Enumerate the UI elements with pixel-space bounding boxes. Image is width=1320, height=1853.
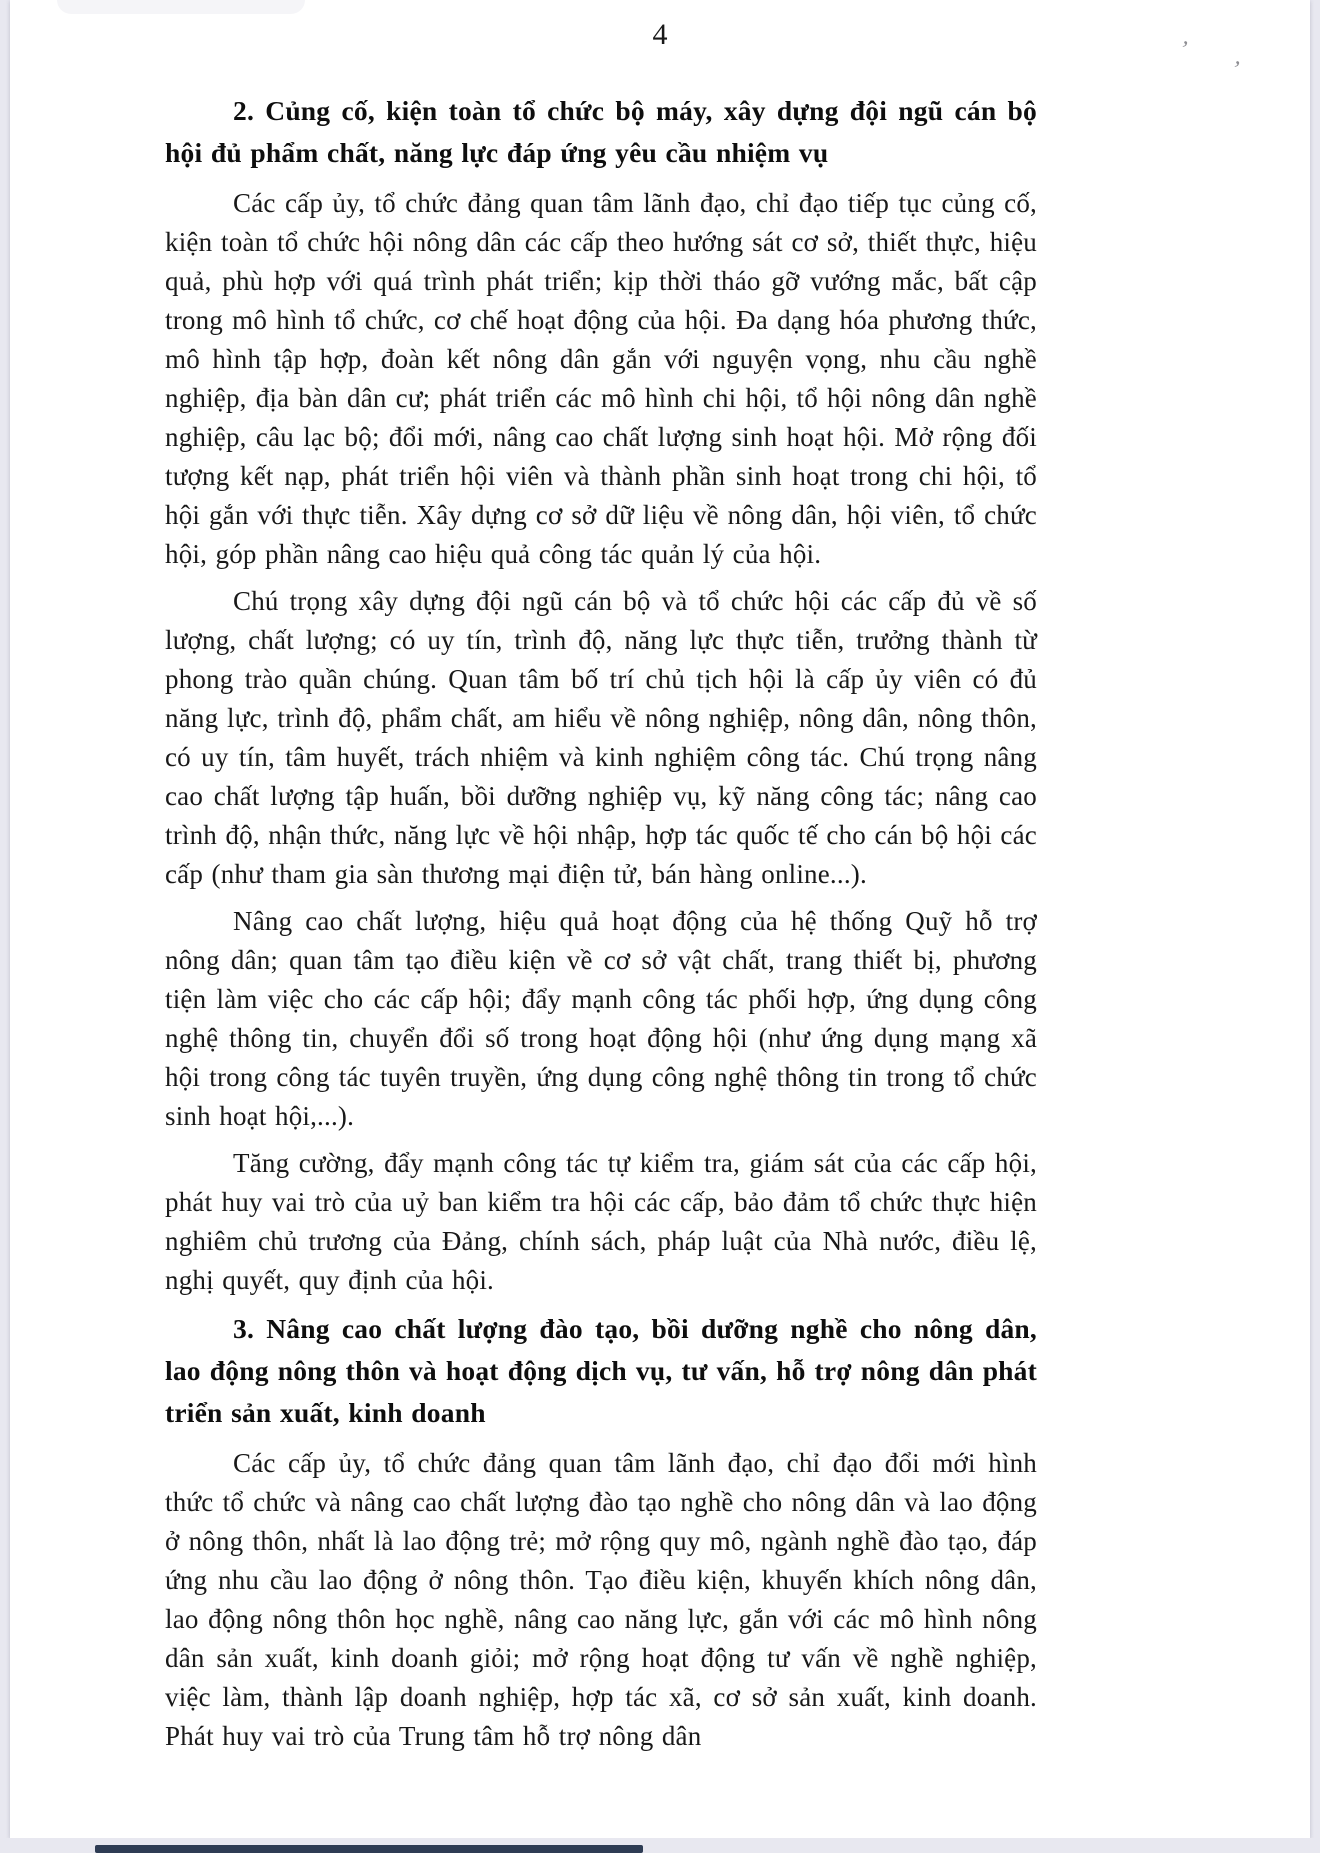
section-3-paragraph-1: Các cấp ủy, tổ chức đảng quan tâm lãnh đạo, chỉ đạo đổi mới hình thức tổ chức và nâng cao chất lượng đào tạo nghề cho nông dân và lao động ở nông thôn, nhất là lao động trẻ; mở rộng quy mô, ngành nghề đào tạo, đáp ứng nhu cầu lao động ở nông thôn. Tạo điều kiện, khuyến khích nông dân, lao động nông thôn học nghề, nâng cao năng lực, gắn với các mô hình nông dân sản xuất, kinh doanh giỏi; mở rộng hoạt động tư vấn về nghề nghiệp, việc làm, thành lập doanh nghiệp, hợp tác xã, cơ sở sản xuất, kinh doanh. Phát huy vai trò của Trung tâm hỗ trợ nông dân — [165, 1448, 1037, 1751]
section-2-heading: 2. Củng cố, kiện toàn tổ chức bộ máy, xây dựng đội ngũ cán bộ hội đủ phẩm chất, năng lực đáp ứng yêu cầu nhiệm vụ — [165, 95, 1037, 168]
section-2-paragraph-4: Tăng cường, đẩy mạnh công tác tự kiểm tra, giám sát của các cấp hội, phát huy vai trò của uỷ ban kiểm tra hội các cấp, bảo đảm tổ chức thực hiện nghiêm chủ trương của Đảng, chính sách, pháp luật của Nhà nước, điều lệ, nghị quyết, quy định của hội. — [165, 1148, 1037, 1295]
bottom-ui-bar — [95, 1845, 643, 1853]
section-2-paragraph-3: Nâng cao chất lượng, hiệu quả hoạt động của hệ thống Quỹ hỗ trợ nông dân; quan tâm tạo điều kiện về cơ sở vật chất, trang thiết bị, phương tiện làm việc cho các cấp hội; đẩy mạnh công tác phối hợp, ứng dụng công nghệ thông tin, chuyển đổi số trong hoạt động hội (như ứng dụng mạng xã hội trong công tác tuyên truyền, ứng dụng công nghệ thông tin trong tổ chức sinh hoạt hội,...). — [165, 906, 1037, 1131]
section-2-paragraph-2: Chú trọng xây dựng đội ngũ cán bộ và tổ chức hội các cấp đủ về số lượng, chất lượng; có uy tín, trình độ, năng lực thực tiễn, trưởng thành từ phong trào quần chúng. Quan tâm bố trí chủ tịch hội là cấp ủy viên có đủ năng lực, trình độ, phẩm chất, am hiểu về nông nghiệp, nông dân, nông thôn, có uy tín, tâm huyết, trách nhiệm và kinh nghiệm công tác. Chú trọng nâng cao chất lượng tập huấn, bồi dưỡng nghiệp vụ, kỹ năng công tác; nâng cao trình độ, nhận thức, năng lực về hội nhập, hợp tác quốc tế cho cán bộ hội các cấp (như tham gia sàn thương mại điện tử, bán hàng online...). — [165, 586, 1037, 889]
scan-speck: ’ — [1177, 36, 1191, 64]
section-3-heading: 3. Nâng cao chất lượng đào tạo, bồi dưỡng nghề cho nông dân, lao động nông thôn và hoạt động dịch vụ, tư vấn, hỗ trợ nông dân phát triển sản xuất, kinh doanh — [165, 1313, 1037, 1428]
scan-speck: ’ — [1229, 56, 1243, 84]
document-body — [165, 88, 1037, 1764]
section-2-paragraph-1: Các cấp ủy, tổ chức đảng quan tâm lãnh đạo, chỉ đạo tiếp tục củng cố, kiện toàn tổ chức hội nông dân các cấp theo hướng sát cơ sở, thiết thực, hiệu quả, phù hợp với quá trình phát triển; kịp thời tháo gỡ vướng mắc, bất cập trong mô hình tổ chức, cơ chế hoạt động của hội. Đa dạng hóa phương thức, mô hình tập hợp, đoàn kết nông dân gắn với nguyện vọng, nhu cầu nghề nghiệp, địa bàn dân cư; phát triển các mô hình chi hội, tổ hội nông dân nghề nghiệp, câu lạc bộ; đổi mới, nâng cao chất lượng sinh hoạt hội. Mở rộng đối tượng kết nạp, phát triển hội viên và thành phần sinh hoạt trong chi hội, tổ hội gắn với thực tiễn. Xây dựng cơ sở dữ liệu về nông dân, hội viên, tổ chức hội, góp phần nâng cao hiệu quả công tác quản lý của hội. — [165, 188, 1037, 569]
document-page — [10, 0, 1310, 1838]
top-edge-artifact — [57, 0, 305, 14]
page-number: 4 — [652, 18, 668, 51]
